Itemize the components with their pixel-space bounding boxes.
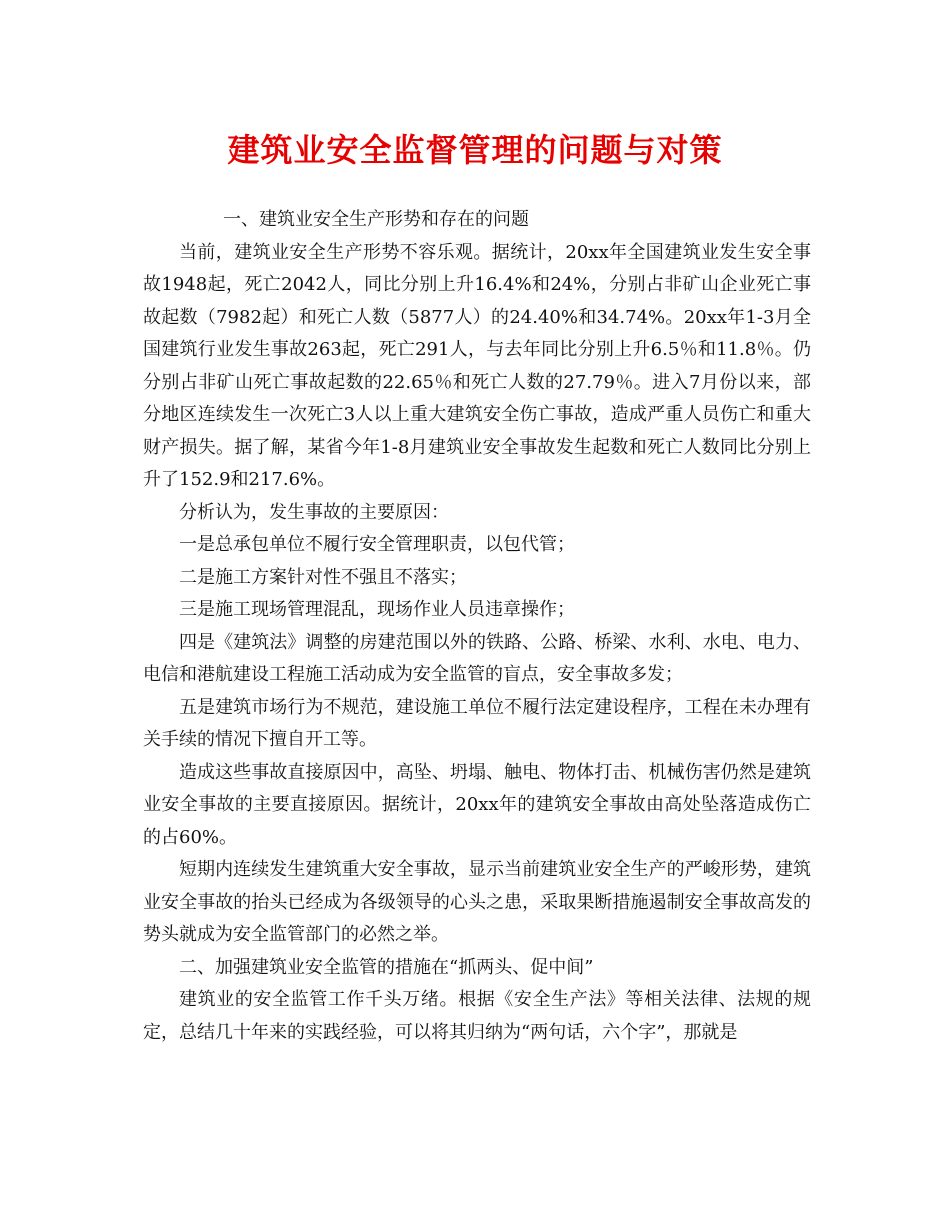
paragraph-cause-3: 三是施工现场管理混乱，现场作业人员违章操作； xyxy=(179,599,575,620)
paragraph-analysis-intro: 分析认为，发生事故的主要原因： xyxy=(179,501,449,523)
document-body xyxy=(143,204,811,1049)
paragraph-statistics: 当前，建筑业安全生产形势不容乐观。据统计，20xx年全国建筑业发生安全事故1948起，死亡2042人，同比分别上升16.4%和24%，分别占非矿山企业死亡事故起数（7982起）和死亡人数（5877人）的24.40%和34.74%。20xx年1-3月全国建筑行业发生事故263起，死亡291人，与去年同比分别上升6.5％和11.8％。仍分别占非矿山死亡事故起数的22.65％和死亡人数的27.79％。进入7月份以来，部分地区连续发生一次死亡3人以上重大建筑安全伤亡事故，造成严重人员伤亡和重大财产损失。据了解，某省今年1-8月建筑业安全事故发生起数和死亡人数同比分别上升了152.9和217.6%。 xyxy=(143,241,811,490)
paragraph-cause-4: 四是《建筑法》调整的房建范围以外的铁路、公路、桥梁、水利、水电、电力、电信和港航建设工程施工活动成为安全监管的盲点，安全事故多发； xyxy=(143,631,811,685)
paragraph-direct-causes: 造成这些事故直接原因中，高坠、坍塌、触电、物体打击、机械伤害仍然是建筑业安全事故的主要直接原因。据统计，20xx年的建筑安全事故由高处坠落造成伤亡的占60%。 xyxy=(143,761,811,848)
paragraph-cause-1: 一是总承包单位不履行安全管理职责，以包代管； xyxy=(179,534,575,555)
section-heading-2: 二、加强建筑业安全监管的措施在“抓两头、促中间” xyxy=(179,956,594,978)
paragraph-severe-situation: 短期内连续发生建筑重大安全事故，显示当前建筑业安全生产的严峻形势，建筑业安全事故的抬头已经成为各级领导的心头之患，采取果断措施遏制安全事故高发的势头就成为安全监管部门的必然之举。 xyxy=(143,859,811,945)
paragraph-cause-5: 五是建筑市场行为不规范，建设施工单位不履行法定建设程序，工程在未办理有关手续的情况下擅自开工等。 xyxy=(143,696,811,750)
paragraph-supervision: 建筑业的安全监管工作千头万绪。根据《安全生产法》等相关法律、法规的规定，总结几十年来的实践经验，可以将其归纳为“两句话，六个字”，那就是 xyxy=(143,989,811,1043)
document-title: 建筑业安全监督管理的问题与对策 xyxy=(227,131,723,169)
section-heading-1: 一、建筑业安全生产形势和存在的问题 xyxy=(223,209,529,230)
paragraph-cause-2: 二是施工方案针对性不强且不落实； xyxy=(179,566,467,588)
